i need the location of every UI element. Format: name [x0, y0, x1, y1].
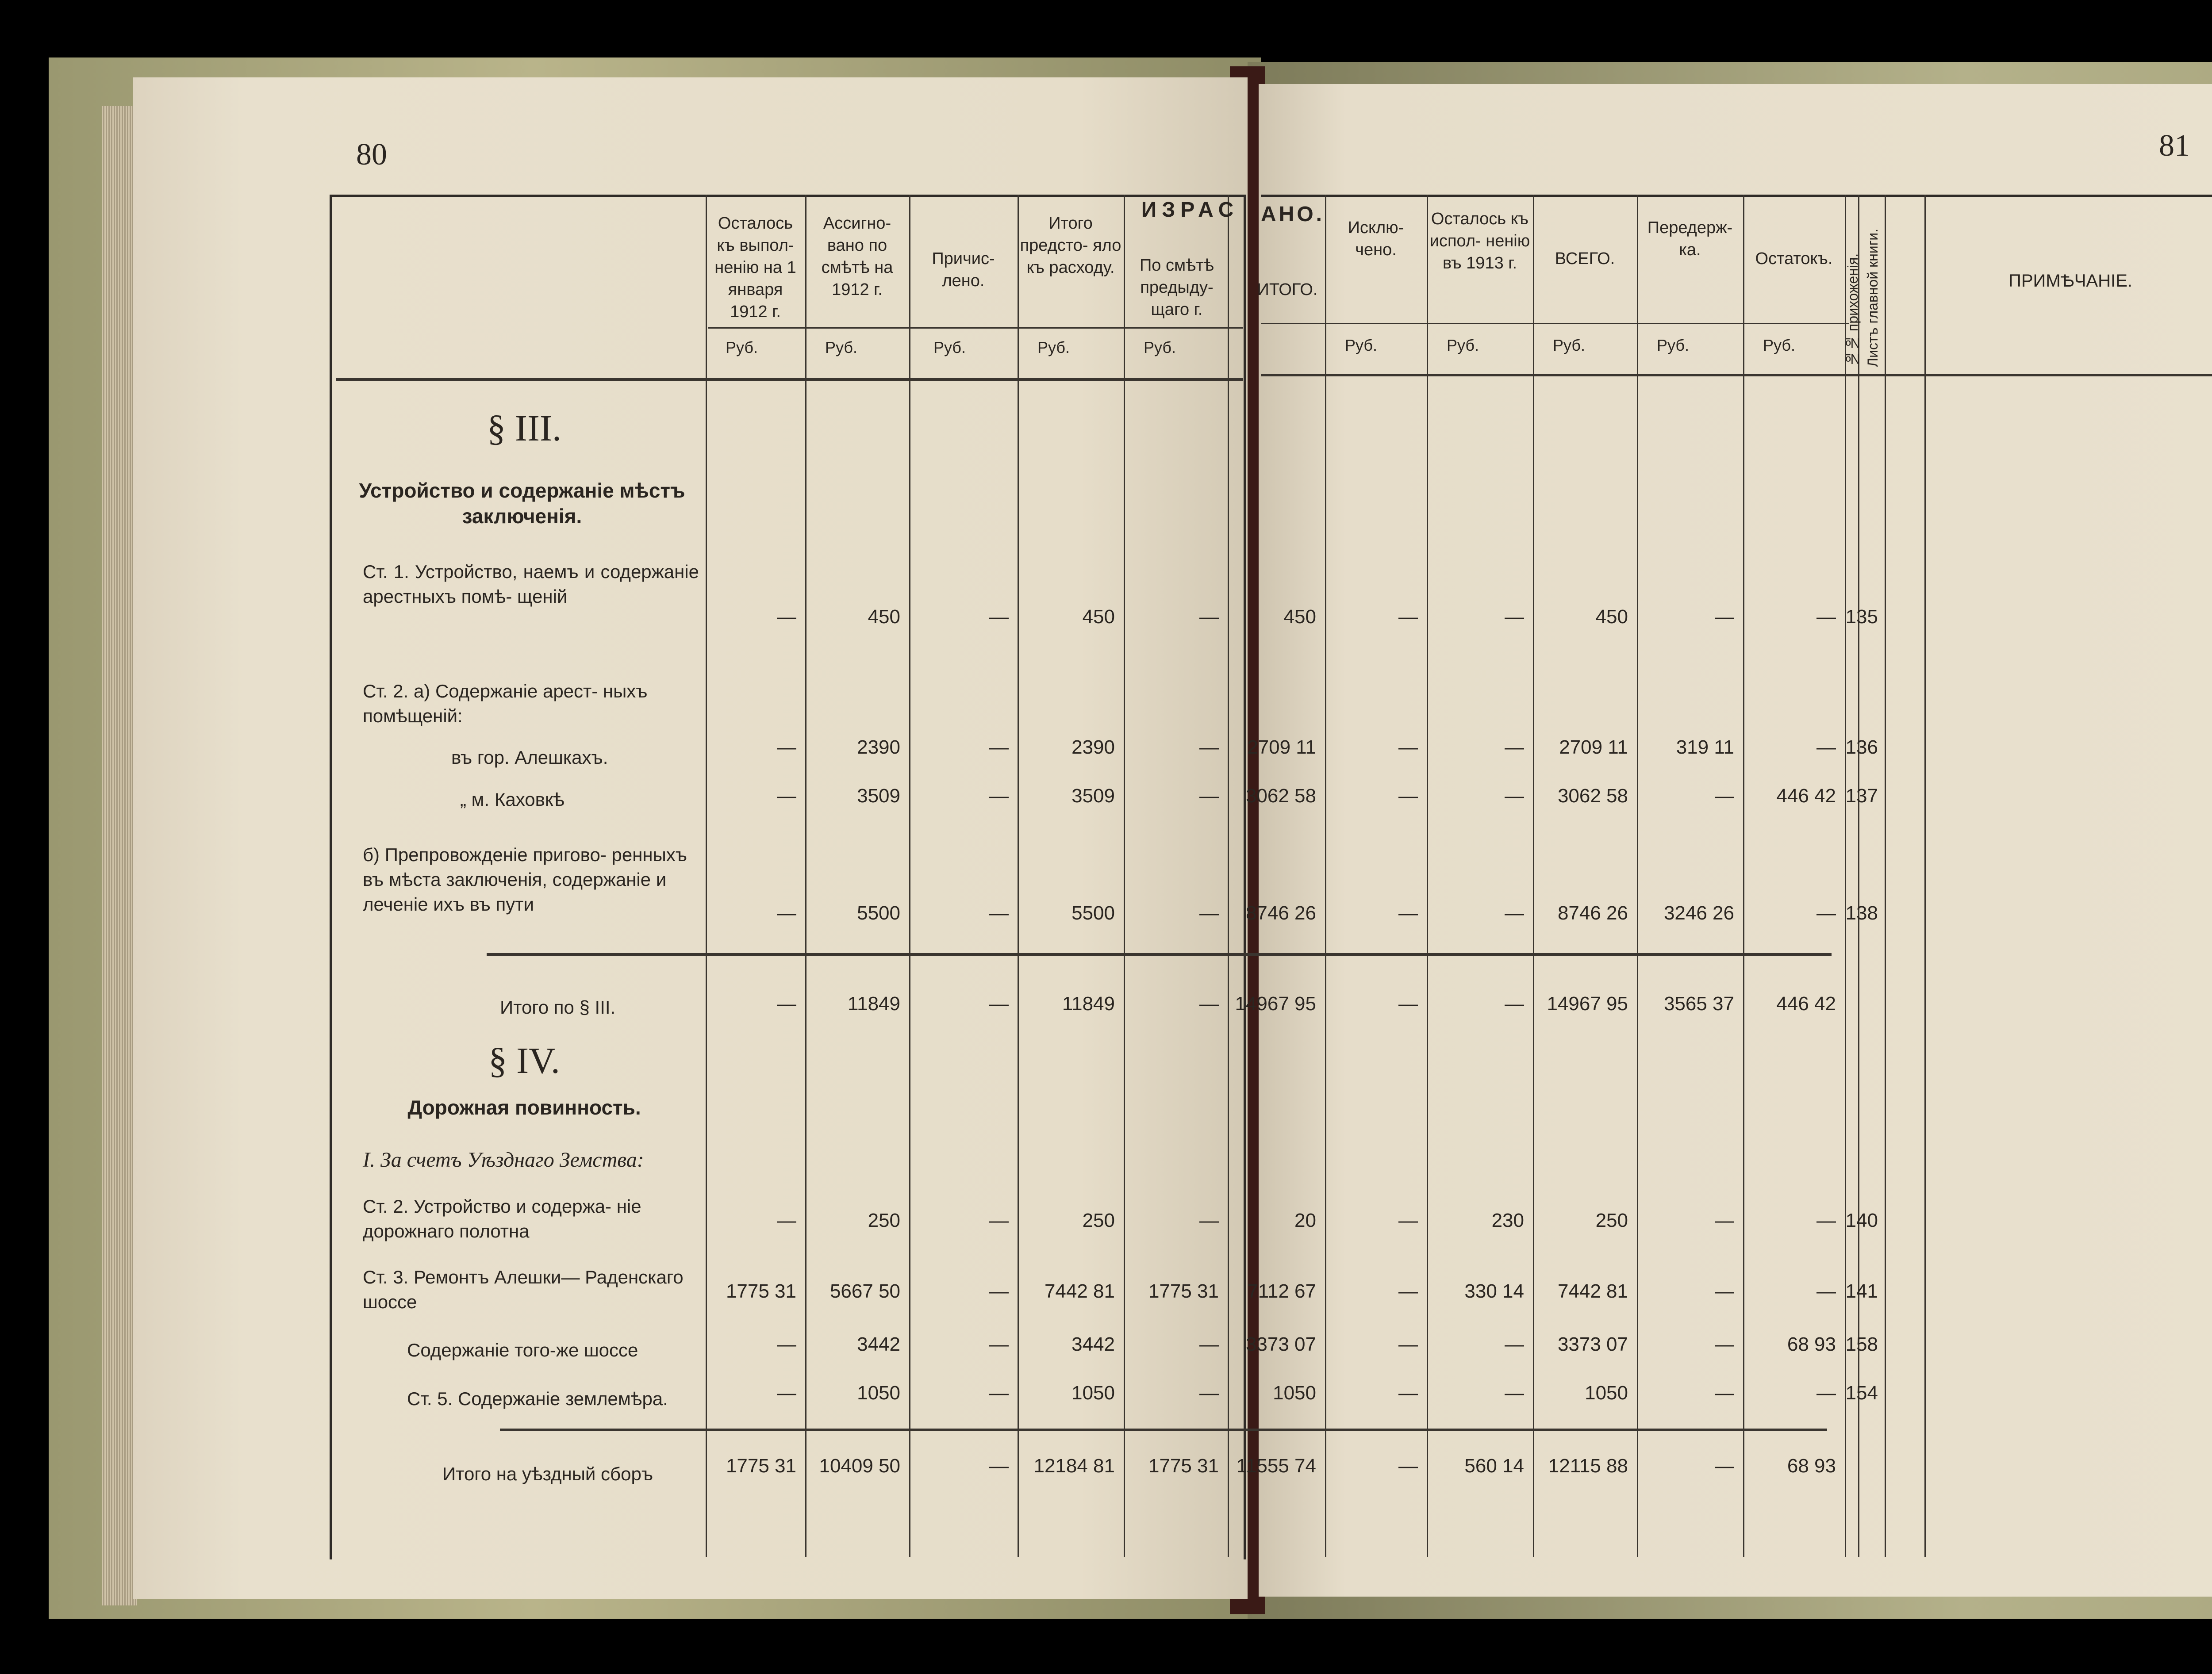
- table-cell: 450: [1283, 606, 1316, 628]
- table-cell: —: [1398, 1455, 1418, 1477]
- row-label-kakhovka: „ м. Каховкѣ: [460, 789, 565, 810]
- table-cell: —: [1505, 606, 1524, 628]
- table-cell: —: [1715, 606, 1734, 628]
- table-cell: —: [1398, 1210, 1418, 1231]
- table-cell: —: [1398, 1333, 1418, 1355]
- total-rule-iv: [500, 1429, 1827, 1431]
- table-cell: 2390: [857, 736, 900, 758]
- table-cell: —: [989, 1210, 1009, 1231]
- col-line: [1533, 195, 1534, 1557]
- table-cell: 141: [1845, 1280, 1878, 1302]
- table-cell: 3062 58: [1245, 785, 1316, 807]
- table-cell: 250: [1595, 1210, 1628, 1231]
- table-cell: 12115 88: [1548, 1455, 1628, 1477]
- table-cell: —: [1398, 1280, 1418, 1302]
- table-cell: —: [989, 1333, 1009, 1355]
- header-isklyucheno: Исклю- чено.: [1348, 218, 1404, 259]
- table-cell: 3509: [1071, 785, 1115, 807]
- header-izrashodovano: ИЗРАС: [1141, 198, 1239, 222]
- table-cell: —: [1398, 993, 1418, 1015]
- table-cell: —: [1715, 785, 1734, 807]
- table-cell: —: [1715, 1455, 1734, 1477]
- table-cell: —: [1199, 785, 1219, 807]
- table-cell: —: [1715, 1382, 1734, 1404]
- table-cell: 560 14: [1464, 1455, 1524, 1477]
- table-cell: 5667 50: [830, 1280, 900, 1302]
- table-cell: 138: [1845, 902, 1878, 924]
- table-cell: 154: [1845, 1382, 1878, 1404]
- table-cell: —: [777, 1210, 796, 1231]
- table-cell: —: [777, 902, 796, 924]
- table-cell: 8746 26: [1557, 902, 1628, 924]
- table-cell: —: [989, 606, 1009, 628]
- row-label-st2a: Ст. 2. а) Содержаніе арест- ныхъ помѣщеній:: [363, 681, 648, 726]
- page-edges-left: [102, 106, 137, 1605]
- row-label-itogo-uezd: Итого на уѣздный сборъ: [442, 1463, 653, 1484]
- header-peredershka: Передерж- ка.: [1647, 218, 1733, 259]
- section-iii-title: Устройство и содержаніе мѣстъ заключенія.: [359, 479, 685, 528]
- header-itogo: Итого предсто- яло къ расходу.: [1020, 214, 1121, 277]
- col-line: [1018, 195, 1019, 1557]
- unit-rub: Руб.: [1657, 336, 1690, 354]
- header-rule-left: [336, 378, 1243, 381]
- header-po-smete: По смѣтѣ предыду- щаго г.: [1139, 256, 1214, 319]
- table-cell: 2390: [1071, 736, 1115, 758]
- table-cell: 1775 31: [1148, 1280, 1219, 1302]
- col-line: [909, 195, 910, 1557]
- table-cell: 2709 11: [1247, 736, 1316, 758]
- table-cell: 3062 58: [1557, 785, 1628, 807]
- table-cell: 250: [1082, 1210, 1115, 1231]
- unit-rub: Руб.: [825, 338, 858, 356]
- col-line: [1637, 195, 1638, 1557]
- table-cell: 136: [1845, 736, 1878, 758]
- table-cell: 7442 81: [1557, 1280, 1628, 1302]
- table-cell: 1050: [1071, 1382, 1115, 1404]
- table-cell: —: [1505, 785, 1524, 807]
- col-line: [805, 195, 806, 1557]
- table-cell: —: [1816, 902, 1836, 924]
- table-cell: 3246 26: [1663, 902, 1734, 924]
- table-cell: 3373 07: [1557, 1333, 1628, 1355]
- unit-rule-left: [708, 327, 1243, 329]
- table-cell: 250: [868, 1210, 900, 1231]
- header-prikhozheniya: №№ прихоженія.: [1845, 253, 1861, 367]
- table-cell: —: [1199, 1210, 1219, 1231]
- table-cell: 450: [1082, 606, 1115, 628]
- table-cell: —: [1816, 606, 1836, 628]
- table-cell: 1050: [1585, 1382, 1628, 1404]
- unit-rub: Руб.: [1763, 336, 1796, 354]
- table-cell: —: [1715, 1280, 1734, 1302]
- header-prichisleno: Причис- лено.: [932, 249, 995, 290]
- table-cell: 7112 67: [1247, 1280, 1316, 1302]
- table-cell: —: [989, 902, 1009, 924]
- table-cell: —: [777, 785, 796, 807]
- page-number-right: 81: [2159, 129, 2190, 163]
- table-cell: 3373 07: [1245, 1333, 1316, 1355]
- header-ostatok: Остатокъ.: [1755, 249, 1833, 268]
- header-ostalos-1913: Осталось къ испол- ненію въ 1913 г.: [1429, 210, 1530, 272]
- table-cell: —: [1816, 1280, 1836, 1302]
- row-label-preprovozhdenie: б) Препровожденіе пригово- ренныхъ въ мѣста заключенія, содержаніе и леченіе ихъ въ пути: [363, 844, 687, 915]
- section-iii-symbol: § III.: [487, 408, 561, 449]
- table-cell: 158: [1845, 1333, 1878, 1355]
- table-cell: 3565 37: [1663, 993, 1734, 1015]
- header-primechanie: ПРИМѢЧАНІЕ.: [2008, 271, 2132, 291]
- table-cell: —: [1398, 1382, 1418, 1404]
- row-label-itogo-iii: Итого по § III.: [500, 997, 616, 1018]
- table-cell: 3442: [857, 1333, 900, 1355]
- table-cell: 137: [1845, 785, 1878, 807]
- section-iv-subtitle: I. За счетъ Уѣзднаго Земства:: [363, 1148, 644, 1172]
- unit-rule-right: [1261, 323, 1849, 324]
- table-cell: —: [777, 736, 796, 758]
- table-cell: 446 42: [1776, 993, 1836, 1015]
- table-cell: 450: [1595, 606, 1628, 628]
- table-cell: —: [1199, 1382, 1219, 1404]
- table-cell: 230: [1491, 1210, 1524, 1231]
- table-cell: —: [1505, 1382, 1524, 1404]
- table-cell: 1775 31: [726, 1280, 796, 1302]
- table-cell: —: [1398, 736, 1418, 758]
- unit-rub: Руб.: [1447, 336, 1479, 354]
- table-cell: 3442: [1071, 1333, 1115, 1355]
- table-cell: —: [1199, 993, 1219, 1015]
- header-ostalos: Осталось къ выпол- ненію на 1 января 1912 г.: [714, 214, 796, 321]
- table-cell: —: [1816, 736, 1836, 758]
- table-cell: —: [1505, 902, 1524, 924]
- table-cell: —: [777, 1333, 796, 1355]
- table-cell: —: [989, 1382, 1009, 1404]
- table-cell: —: [1816, 1382, 1836, 1404]
- table-cell: 1775 31: [726, 1455, 796, 1477]
- table-cell: 319 11: [1676, 736, 1734, 758]
- table-cell: 8746 26: [1245, 902, 1316, 924]
- row-label-st5-zemlemer: Ст. 5. Содержаніе землемѣра.: [407, 1388, 668, 1409]
- table-cell: —: [777, 993, 796, 1015]
- table-cell: —: [777, 1382, 796, 1404]
- total-rule-iii: [487, 953, 1832, 956]
- table-cell: 14967 95: [1235, 993, 1316, 1015]
- table-cell: 11555 74: [1236, 1455, 1316, 1477]
- row-label-aleshki: въ гор. Алешкахъ.: [451, 747, 608, 768]
- header-vsego: ВСЕГО.: [1555, 249, 1615, 268]
- unit-rub: Руб.: [726, 338, 758, 356]
- table-cell: 1775 31: [1148, 1455, 1219, 1477]
- table-cell: 140: [1845, 1210, 1878, 1231]
- table-cell: 11849: [847, 993, 900, 1015]
- table-cell: 450: [868, 606, 900, 628]
- table-cell: 14967 95: [1547, 993, 1628, 1015]
- table-cell: 1050: [1273, 1382, 1316, 1404]
- table-cell: —: [1816, 1210, 1836, 1231]
- col-line: [1885, 195, 1886, 1557]
- table-cell: 68 93: [1787, 1455, 1836, 1477]
- col-line: [1124, 195, 1125, 1557]
- table-cell: —: [989, 993, 1009, 1015]
- table-cell: —: [1505, 1333, 1524, 1355]
- table-cell: 20: [1294, 1210, 1316, 1231]
- section-iv-title: Дорожная повинность.: [407, 1096, 641, 1119]
- table-cell: 10409 50: [819, 1455, 900, 1477]
- section-iv-symbol: § IV.: [488, 1040, 560, 1081]
- table-cell: 446 42: [1776, 785, 1836, 807]
- table-cell: —: [1199, 902, 1219, 924]
- unit-rub: Руб.: [1037, 338, 1070, 356]
- row-label-st1: Ст. 1. Устройство, наемъ и содержаніе арестныхъ помѣ- щеній: [363, 561, 699, 607]
- row-label-st2-doroga: Ст. 2. Устройство и содержа- ніе дорожнаго полотна: [363, 1196, 641, 1241]
- table-cell: —: [1715, 1333, 1734, 1355]
- col-line: [1427, 195, 1428, 1557]
- table-cell: —: [1505, 736, 1524, 758]
- table-cell: 5500: [857, 902, 900, 924]
- unit-rub: Руб.: [933, 338, 966, 356]
- table-cell: 68 93: [1787, 1333, 1836, 1355]
- table-cell: 5500: [1071, 902, 1115, 924]
- table-cell: 11849: [1062, 993, 1115, 1015]
- table-cell: —: [989, 785, 1009, 807]
- table-cell: —: [1398, 785, 1418, 807]
- row-label-st3-remont: Ст. 3. Ремонтъ Алешки— Раденскаго шоссе: [363, 1267, 684, 1312]
- table-cell: —: [1199, 606, 1219, 628]
- header-itogo-right: ИТОГО.: [1257, 280, 1318, 299]
- row-label-soderzhanie-shosse: Содержаніе того-же шоссе: [407, 1340, 638, 1360]
- unit-rub: Руб.: [1345, 336, 1378, 354]
- table-cell: —: [1398, 902, 1418, 924]
- table-cell: —: [989, 1455, 1009, 1477]
- header-izrashodovano-right: АНО.: [1261, 203, 1325, 226]
- table-cell: 12184 81: [1033, 1455, 1115, 1477]
- header-assignovano: Ассигно- вано по смѣтѣ на 1912 г.: [821, 214, 893, 299]
- table-cell: 135: [1845, 606, 1878, 628]
- table-cell: 1050: [857, 1382, 900, 1404]
- table-cell: —: [1715, 1210, 1734, 1231]
- col-line: [1924, 195, 1926, 1557]
- table-cell: —: [1505, 993, 1524, 1015]
- page-number-left: 80: [356, 138, 387, 172]
- table-cell: —: [777, 606, 796, 628]
- table-cell: 3509: [857, 785, 900, 807]
- table-cell: 330 14: [1464, 1280, 1524, 1302]
- table-cell: —: [989, 736, 1009, 758]
- table-cell: —: [1199, 1333, 1219, 1355]
- header-list-glavnoy-knigi: Листъ главной книги.: [1865, 228, 1881, 367]
- table-cell: —: [1398, 606, 1418, 628]
- unit-rub: Руб.: [1553, 336, 1586, 354]
- table-cell: —: [1199, 736, 1219, 758]
- table-cell: 7442 81: [1044, 1280, 1115, 1302]
- table-cell: 2709 11: [1559, 736, 1628, 758]
- unit-rub: Руб.: [1144, 338, 1176, 356]
- table-cell: —: [989, 1280, 1009, 1302]
- header-rule-right: [1261, 374, 2212, 376]
